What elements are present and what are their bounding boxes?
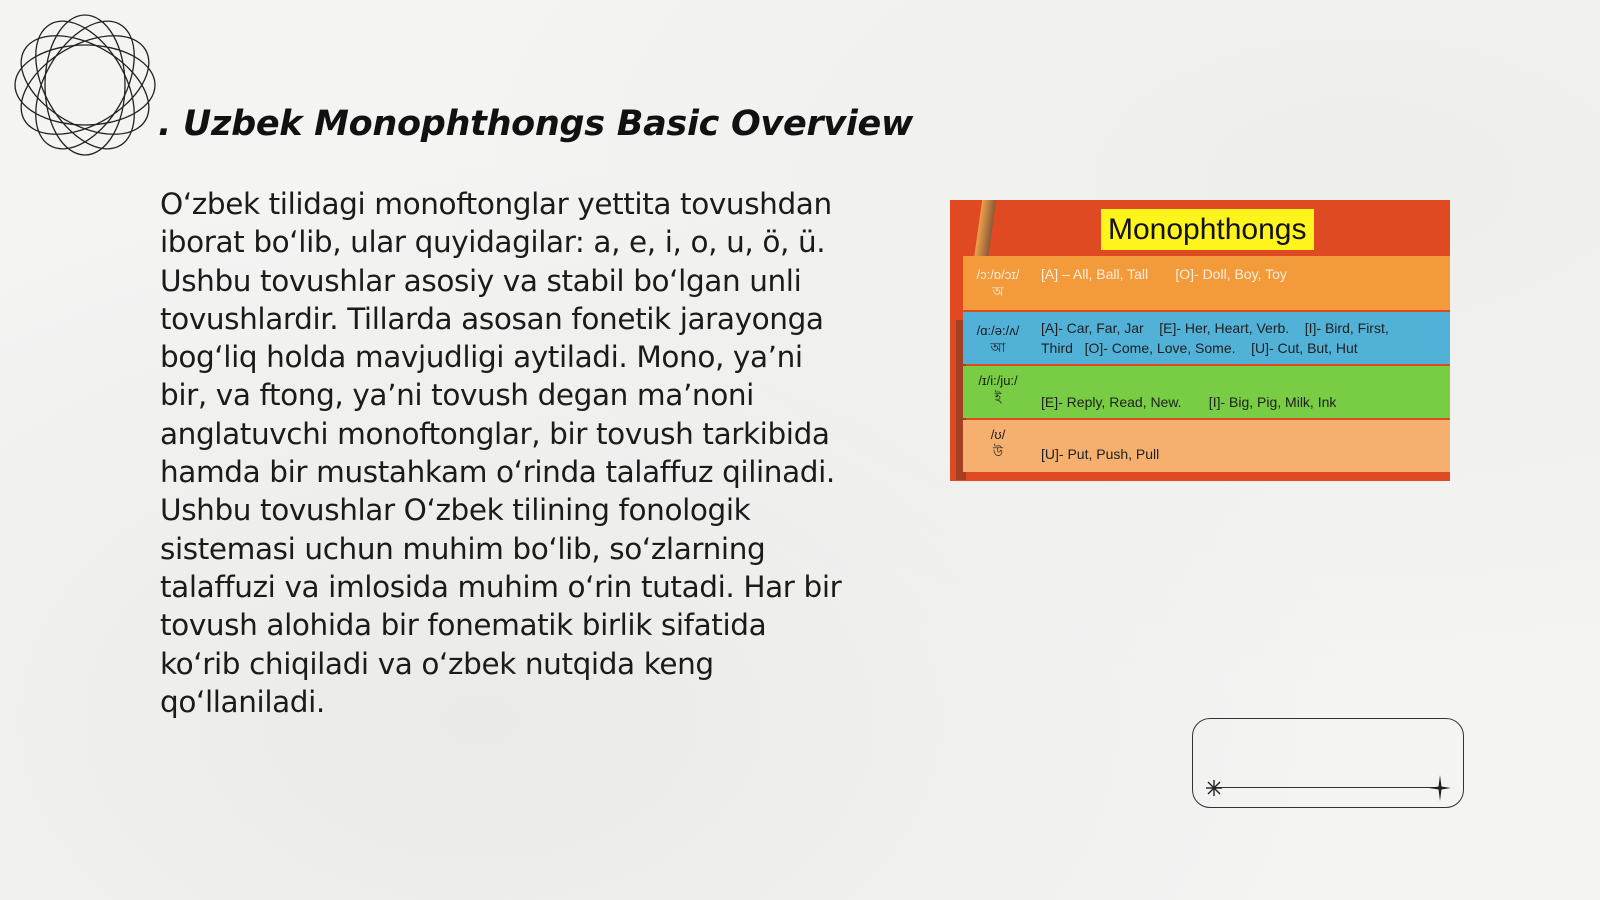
ipa-symbol: /ɑ:/ə:/ʌ/: [976, 323, 1020, 338]
body-paragraph: O‘zbek tilidagi monoftonglar yettita tovushdan iborat bo‘lib, ular quyidagilar: a, e, i, o, u, ö, ü. Ushbu tovushlar asosiy va stabil bo‘lgan unli tovushlardir. Tillarda asosan fonetik jarayonga bog‘liq holda mavjudligi aytiladi. Mono, ya’ni bir, va ftong, ya’ni tovush degan ma’noni anglatuvchi monoftonglar, bir tovush tarkibida hamda bir mustahkam o‘rinda talaffuz qilinadi. Ushbu tovushlar O‘zbek tilining fonologik sistemasi uchun muhim bo‘lib, so‘zlarning talaffuzi va imlosida muhim o‘rin tutadi. Har bir tovush alohida bir fonematik birlik sifatida ko‘rib chiqiladi va o‘zbek nutqida keng qo‘llaniladi.: [160, 187, 842, 719]
slide-title: . Uzbek Monophthongs Basic Overview: [158, 104, 914, 144]
decorative-frame: [1192, 718, 1464, 808]
script-symbol: অ: [992, 284, 1004, 299]
decorative-line: [1215, 787, 1439, 788]
ipa-symbol: /ɪ/i:/ju:/: [978, 373, 1018, 388]
ipa-symbol: /ʊ/: [990, 427, 1006, 442]
vowel-row: [963, 256, 1450, 310]
examples-line-2: [E]- Reply, Read, New. [I]- Big, Pig, Milk, Ink: [1041, 394, 1337, 410]
examples-line-1: [A] – All, Ball, Tall [O]- Doll, Boy, Toy: [1041, 266, 1287, 282]
examples-line-2: [U]- Put, Push, Pull: [1041, 446, 1160, 462]
examples-line-2: Third [O]- Come, Love, Some. [U]- Cut, But, Hut: [1041, 340, 1358, 356]
image-title: Monophthongs: [1101, 209, 1314, 250]
vowel-row: [963, 312, 1450, 364]
vowel-row: [963, 420, 1450, 472]
monophthongs-image: [950, 200, 1450, 481]
script-symbol: ই: [994, 390, 1002, 405]
script-symbol: আ: [990, 340, 1006, 355]
vowel-examples: [1041, 366, 1440, 412]
vowel-examples: [1041, 420, 1440, 464]
vowel-symbol: [963, 420, 1033, 460]
vowel-symbol: [963, 312, 1033, 356]
vowel-symbol: [963, 366, 1033, 406]
vowel-examples: [1041, 256, 1440, 284]
circles-ornament-icon: [10, 10, 160, 160]
vowel-row: [963, 366, 1450, 418]
vowel-examples: [1041, 312, 1440, 358]
four-point-star-icon: [1429, 775, 1451, 801]
ipa-symbol: /ɔ:/ɒ/ɔɪ/: [976, 267, 1020, 282]
vowel-symbol: [963, 256, 1033, 300]
script-symbol: উ: [992, 444, 1004, 459]
examples-line-1: [A]- Car, Far, Jar [E]- Her, Heart, Verb. [I]- Bird, First,: [1041, 320, 1389, 336]
sparkle-icon: [1205, 779, 1223, 797]
